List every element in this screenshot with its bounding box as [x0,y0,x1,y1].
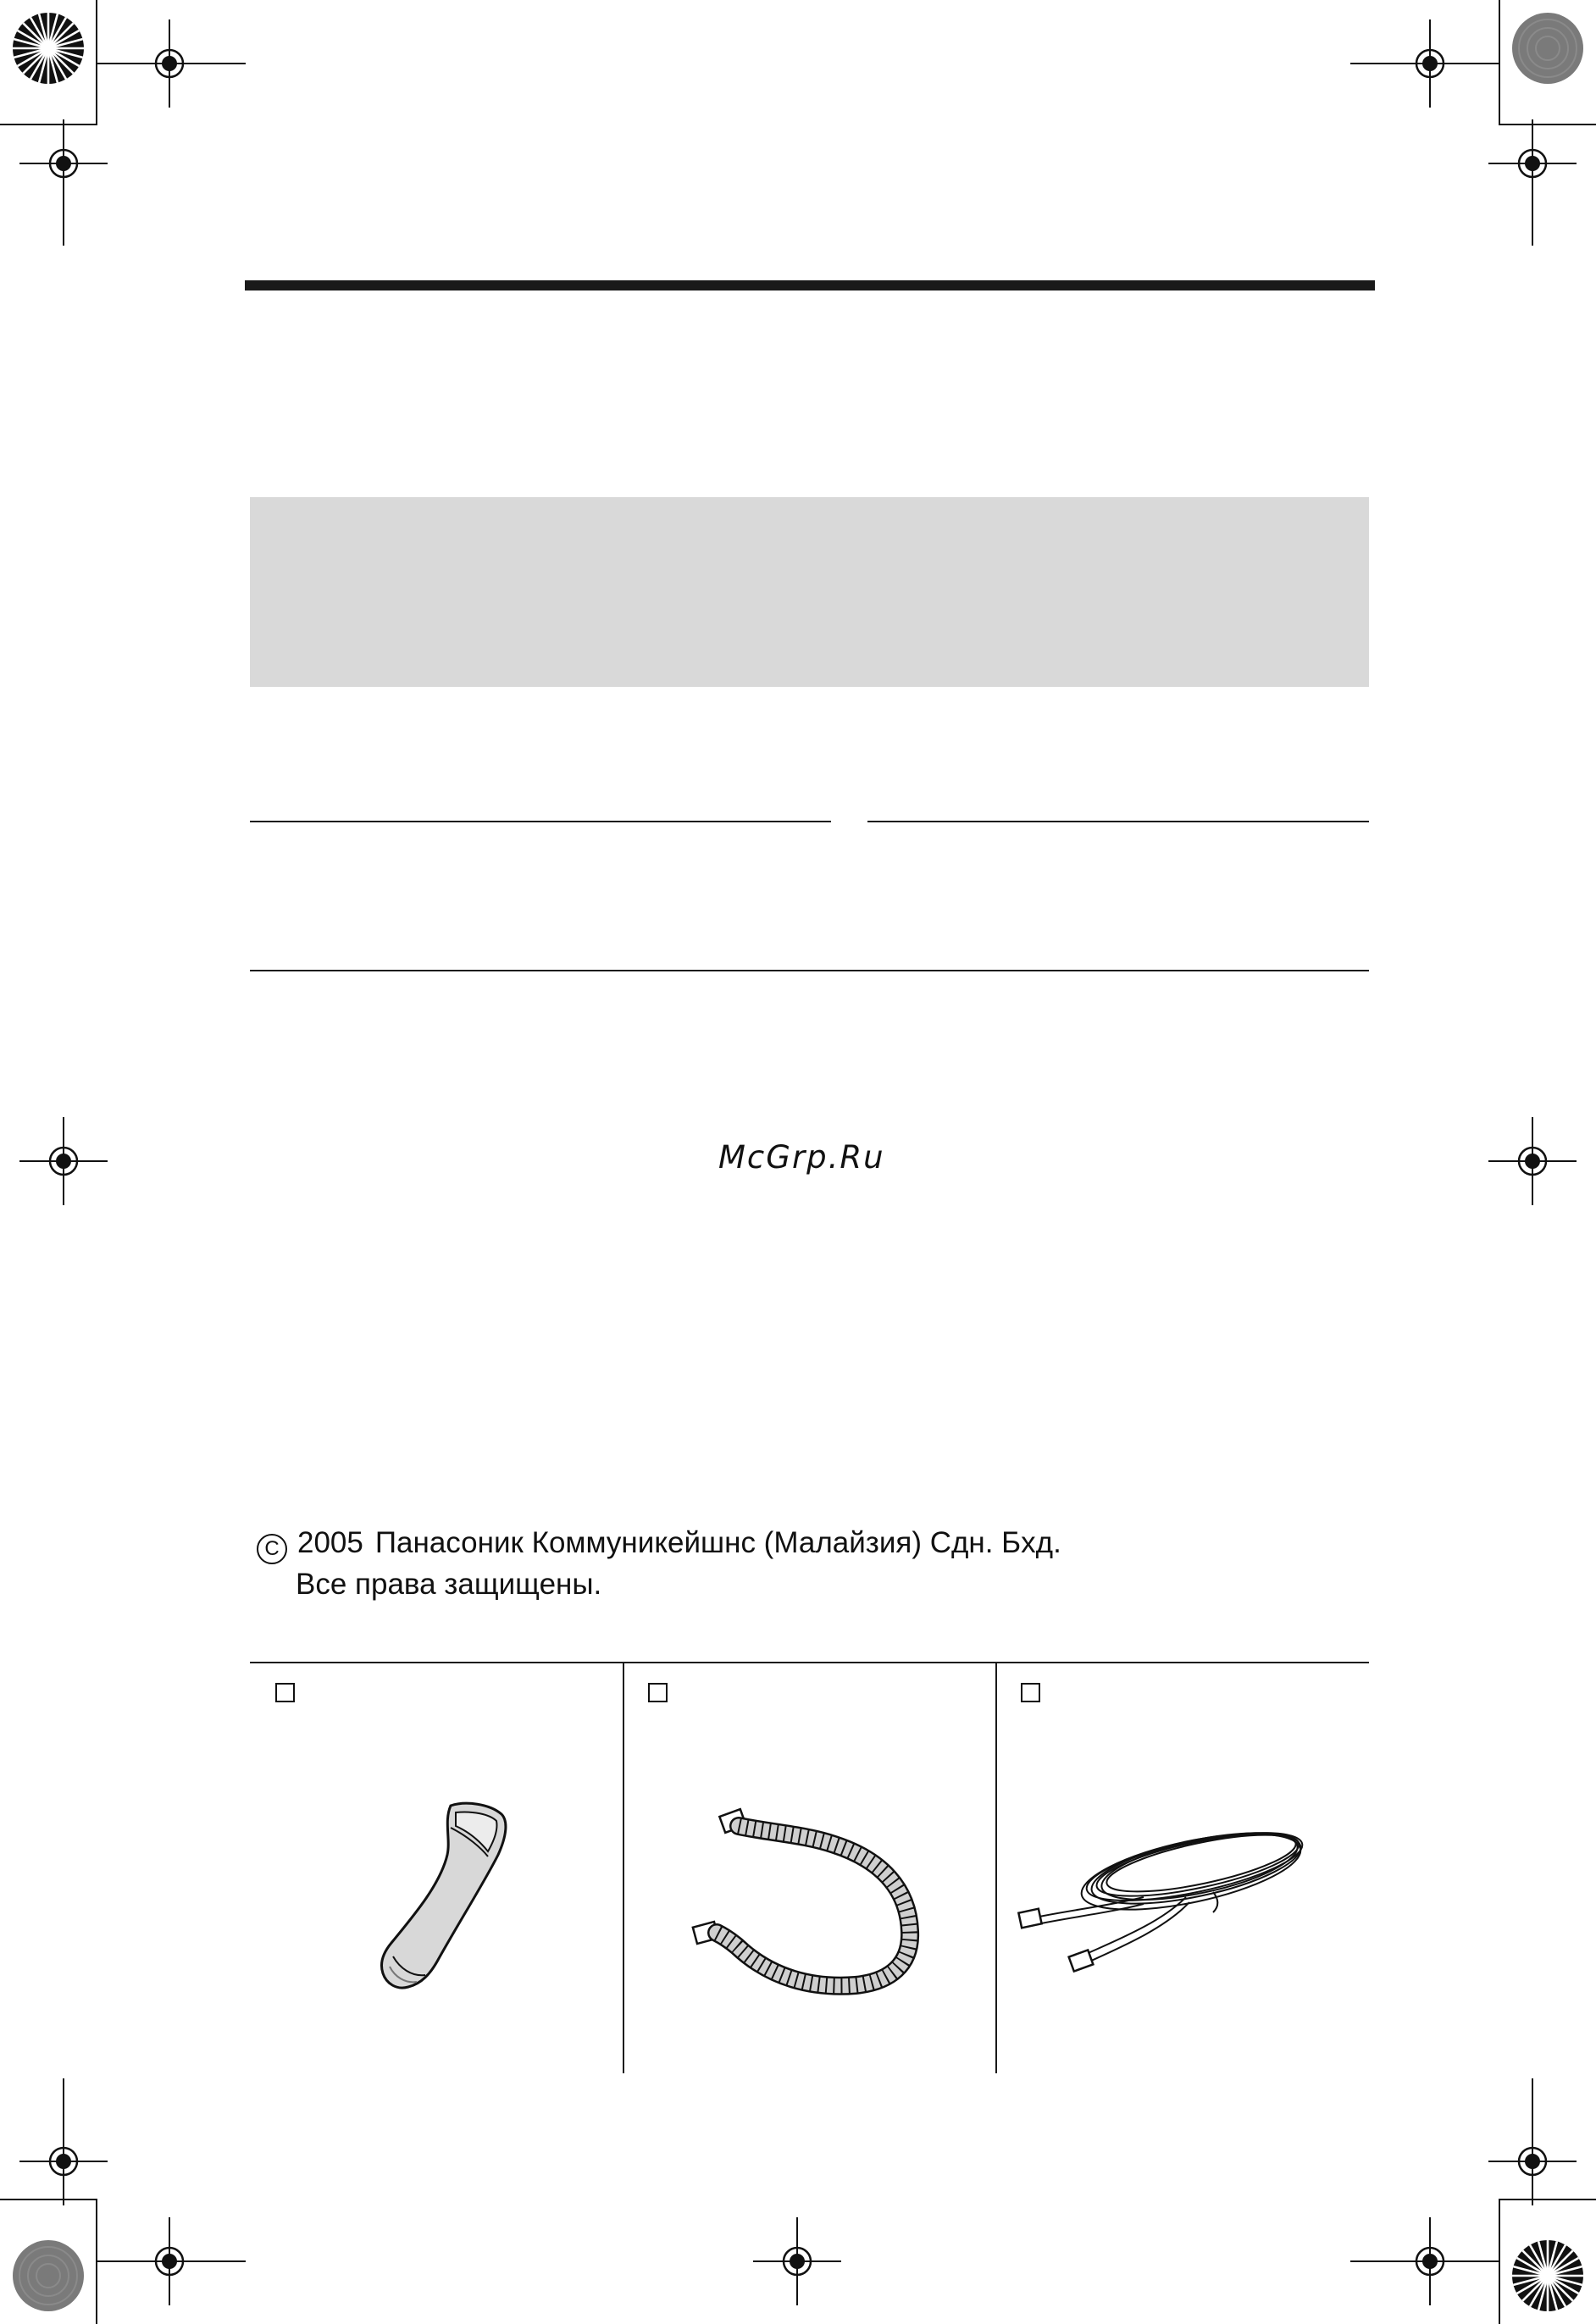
copyright-notice [257,1523,1061,1604]
copyright-holder: Панасоник Коммуникейшнс (Малайзия) Сдн. Бхд. [374,1526,1061,1559]
copyright-line-1 [257,1523,1061,1564]
copyright-symbol: C [257,1534,287,1564]
section-rule [250,970,1369,971]
copyright-rights: Все права защищены. [296,1568,602,1601]
corner-disc-top-left [13,13,84,84]
column-rule-left [250,821,831,822]
handset-cord-icon [686,1804,940,1999]
title-band [250,497,1369,687]
accessory-checkbox-handset-cord[interactable] [648,1683,668,1702]
accessory-checkbox-line-cord[interactable] [1021,1683,1040,1702]
header-rule [245,280,1375,290]
corner-disc-top-right [1512,13,1583,84]
copyright-year: 2005 [297,1526,363,1559]
column-rule-right [867,821,1369,822]
telephone-line-cord-icon [1017,1812,1355,1999]
handset-icon [356,1796,525,1999]
accessories-divider-1 [623,1663,624,2073]
accessories-top-rule [250,1662,1369,1663]
watermark: McGrp.Ru [718,1139,885,1176]
accessory-checkbox-handset[interactable] [275,1683,295,1702]
corner-disc-bottom-right [1512,2240,1583,2311]
accessories-divider-2 [995,1663,997,2073]
corner-disc-bottom-left [13,2240,84,2311]
